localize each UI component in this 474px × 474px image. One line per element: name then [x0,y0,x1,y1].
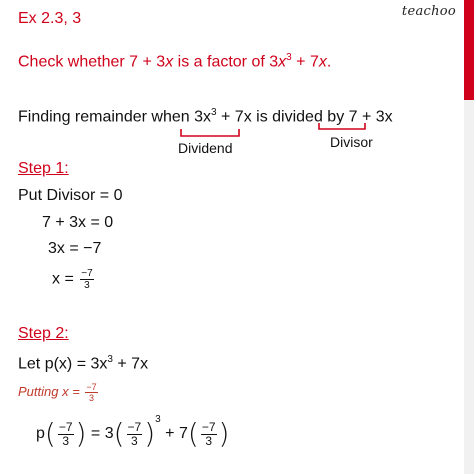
fraction-denominator: 3 [205,433,212,448]
dividend-exponent: 3 [211,107,217,118]
question-exponent: 3 [286,52,292,63]
fraction-numerator: −7 [201,419,216,434]
divisor-label: Divisor [330,134,373,150]
putting-label: Putting x = [18,383,84,399]
fraction-denominator: 3 [89,393,95,403]
divided-by-text: is divided by [251,108,349,126]
step2-substitution [36,413,230,450]
scrollbar-thumb[interactable] [464,0,474,100]
dividend-label: Dividend [178,140,233,156]
question-var-x: x [278,53,287,71]
fraction-denominator: 3 [131,433,138,448]
fraction-numerator: −7 [127,419,142,434]
dividend-expr-a: 3x [194,108,211,126]
fraction-numerator: −7 [81,268,93,279]
remainder-intro: Finding remainder when [18,108,195,126]
fraction [201,421,217,448]
close-paren: ) [144,417,156,450]
question-var-x: x [318,53,327,71]
plus-seven: + 7 [160,425,188,443]
fraction [80,268,93,291]
open-paren: ( [44,417,56,450]
question-text [18,52,331,71]
fraction-numerator: −7 [86,382,97,392]
step1-title: Step 1: [18,160,69,177]
step1-equation-2: 3x = −7 [48,240,102,257]
fraction-denominator: 3 [84,280,90,291]
open-paren: ( [187,417,199,450]
step2-let-b: + 7x [112,355,149,373]
step1-equation-3 [52,268,96,291]
cube-exponent: 3 [155,413,161,425]
equals-three: = 3 [86,425,114,443]
step2-let-exponent: 3 [107,354,113,365]
question-prefix: Check whether 7 + 3 [18,53,166,71]
question-var-x: x [165,53,174,71]
fraction [127,421,143,448]
exercise-number: Ex 2.3, 3 [18,10,82,27]
dividend-brace [180,128,240,140]
fraction [58,421,74,448]
fraction-numerator: −7 [58,419,73,434]
question-period: . [326,53,332,71]
putting-fraction [85,382,97,403]
step1-equation-1: 7 + 3x = 0 [42,214,114,231]
question-suffix: + 7 [291,53,319,71]
fraction-denominator: 3 [62,433,70,448]
close-paren: ) [75,417,87,450]
step2-let [18,354,148,373]
p-function: p [36,425,45,443]
teachoo-watermark: teachoo [401,4,456,19]
scrollbar[interactable] [464,0,474,474]
open-paren: ( [113,417,125,450]
step1-eq3-lhs: x = [52,270,79,288]
question-middle: is a factor of 3 [173,53,279,71]
step2-let-a: Let p(x) = 3x [18,355,108,373]
dividend-expr-b: + 7x [216,108,252,126]
step1-put-divisor: Put Divisor = 0 [18,187,123,204]
putting-text [18,382,100,403]
step2-title: Step 2: [18,325,69,342]
divisor-expr: 7 + 3x [348,108,393,126]
divisor-brace [318,122,366,132]
close-paren: ) [218,417,230,450]
